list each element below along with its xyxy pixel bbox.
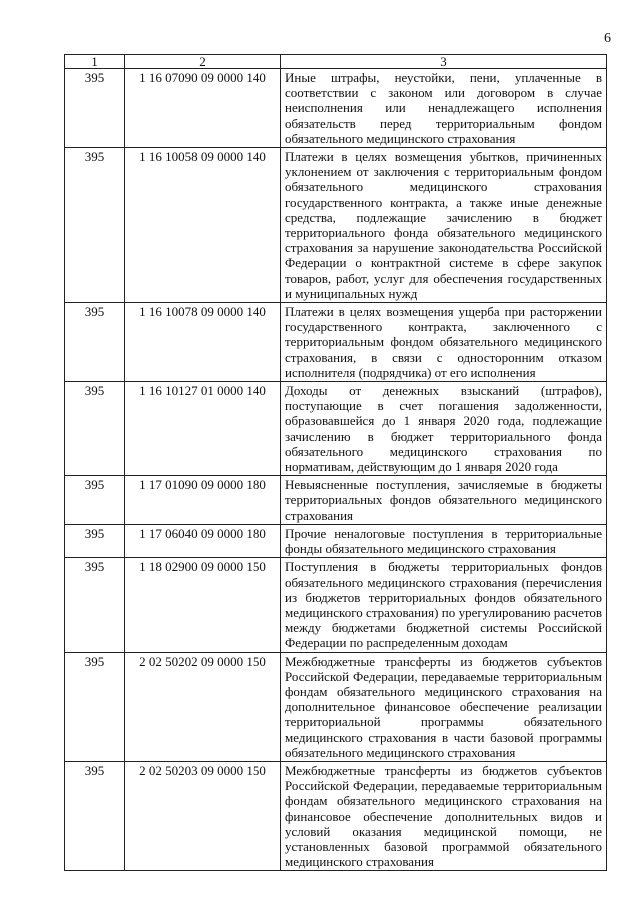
admin-code-cell: 395 <box>65 476 125 525</box>
description-cell: Доходы от денежных взысканий (штрафов), поступающие в счет погашения задолженности, образовавшейся до 1 января 2020 года, подлежащие зачислению в бюджет территориального фонда обязательного медицинского страхования по нормативам, действующим до 1 января 2020 года <box>281 382 607 476</box>
column-header-3: 3 <box>281 55 607 69</box>
description-cell: Поступления в бюджеты территориальных фондов обязательного медицинского страхования (перечисления из бюджетов территориальных фондов обязательного медицинского страхования) по урегулированию расчетов между бюджетами бюджетной системы Российской Федерации по распределенным доходам <box>281 558 607 652</box>
admin-code-cell: 395 <box>65 303 125 382</box>
description-cell: Межбюджетные трансферты из бюджетов субъектов Российской Федерации, передаваемые территориальным фондам обязательного медицинского страхования на финансовое обеспечение дополнительных видов и условий оказания медицинской помощи, не установленных базовой программой обязательного медицинского страхования <box>281 761 607 870</box>
budget-code-cell: 2 02 50202 09 0000 150 <box>125 652 281 761</box>
budget-code-cell: 1 16 10078 09 0000 140 <box>125 303 281 382</box>
table-row <box>65 148 607 303</box>
budget-code-cell: 1 16 10058 09 0000 140 <box>125 148 281 303</box>
table-row <box>65 476 607 525</box>
budget-code-cell: 1 18 02900 09 0000 150 <box>125 558 281 652</box>
description-cell: Платежи в целях возмещения убытков, причиненных уклонением от заключения с территориальным фондом обязательного медицинского страхования государственного контракта, а также иные денежные средства, подлежащие зачислению в бюджет территориального фонда обязательного медицинского страхования за нарушение законодательства Российской Федерации о контрактной системе в сфере закупок товаров, работ, услуг для обеспечения государственных и муниципальных нужд <box>281 148 607 303</box>
admin-code-cell: 395 <box>65 69 125 148</box>
budget-code-cell: 1 16 10127 01 0000 140 <box>125 382 281 476</box>
income-codes-table <box>64 54 607 871</box>
table-row <box>65 303 607 382</box>
description-cell: Невыясненные поступления, зачисляемые в бюджеты территориальных фондов обязательного медицинского страхования <box>281 476 607 525</box>
admin-code-cell: 395 <box>65 148 125 303</box>
admin-code-cell: 395 <box>65 382 125 476</box>
table-row <box>65 524 607 557</box>
budget-code-cell: 1 17 01090 09 0000 180 <box>125 476 281 525</box>
description-cell: Прочие неналоговые поступления в территориальные фонды обязательного медицинского страхования <box>281 524 607 557</box>
admin-code-cell: 395 <box>65 558 125 652</box>
page-number: 6 <box>604 31 611 46</box>
budget-code-cell: 2 02 50203 09 0000 150 <box>125 761 281 870</box>
column-header-2: 2 <box>125 55 281 69</box>
table-row <box>65 558 607 652</box>
table-header-row <box>65 55 607 69</box>
table-row <box>65 382 607 476</box>
admin-code-cell: 395 <box>65 652 125 761</box>
description-cell: Межбюджетные трансферты из бюджетов субъектов Российской Федерации, передаваемые территориальным фондам обязательного медицинского страхования на дополнительное финансовое обеспечение реализации территориальной программы обязательного медицинского страхования в части базовой программы обязательного медицинского страхования <box>281 652 607 761</box>
admin-code-cell: 395 <box>65 761 125 870</box>
column-header-1: 1 <box>65 55 125 69</box>
budget-code-cell: 1 16 07090 09 0000 140 <box>125 69 281 148</box>
table-row <box>65 761 607 870</box>
description-cell: Иные штрафы, неустойки, пени, уплаченные в соответствии с законом или договором в случае неисполнения или ненадлежащего исполнения обязательств перед территориальным фондом обязательного медицинского страхования <box>281 69 607 148</box>
admin-code-cell: 395 <box>65 524 125 557</box>
description-cell: Платежи в целях возмещения ущерба при расторжении государственного контракта, заключенного с территориальным фондом обязательного медицинского страхования, в связи с односторонним отказом исполнителя (подрядчика) от его исполнения <box>281 303 607 382</box>
table-row <box>65 652 607 761</box>
table-row <box>65 69 607 148</box>
budget-code-cell: 1 17 06040 09 0000 180 <box>125 524 281 557</box>
